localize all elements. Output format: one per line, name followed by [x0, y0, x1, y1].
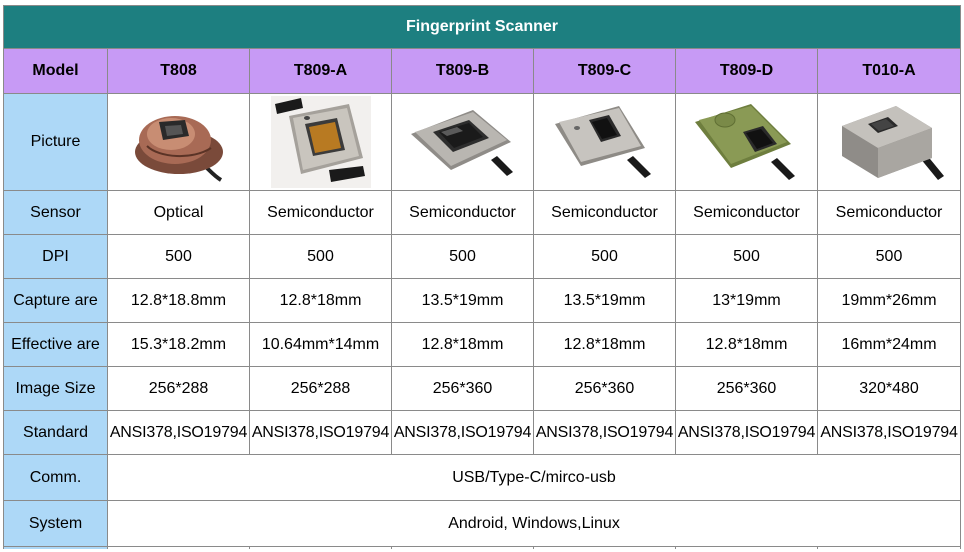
spec-row [4, 411, 961, 455]
partial-row [4, 547, 961, 550]
table-cell: 500 [676, 235, 818, 279]
table-cell: Semiconductor [250, 191, 392, 235]
table-cell: ANSI378,ISO19794 [392, 411, 534, 455]
table-cell: Semiconductor [676, 191, 818, 235]
table-title: Fingerprint Scanner [4, 6, 961, 49]
t808-scanner-image [108, 94, 250, 191]
table-cell [250, 547, 392, 550]
table-cell: Optical [108, 191, 250, 235]
table-cell: 256*288 [108, 367, 250, 411]
table-cell: 10.64mm*14mm [250, 323, 392, 367]
table-cell [4, 547, 108, 550]
row-label-system: System [4, 501, 108, 547]
table-cell: 500 [250, 235, 392, 279]
model-name-t808: T808 [108, 49, 250, 94]
table-cell: 12.8*18.8mm [108, 279, 250, 323]
model-name-t809b: T809-B [392, 49, 534, 94]
table-cell: 13.5*19mm [392, 279, 534, 323]
row-label-capture-area: Capture are [4, 279, 108, 323]
row-label-comm: Comm. [4, 455, 108, 501]
table-cell: 256*360 [676, 367, 818, 411]
table-cell [392, 547, 534, 550]
row-label-standard: Standard [4, 411, 108, 455]
table-cell: 500 [534, 235, 676, 279]
table-cell: ANSI378,ISO19794 [676, 411, 818, 455]
fingerprint-scanner-table [3, 5, 961, 549]
table-cell: Semiconductor [392, 191, 534, 235]
t809c-scanner-image [534, 94, 676, 191]
t809a-scanner-image [250, 94, 392, 191]
model-name-t809d: T809-D [676, 49, 818, 94]
table-cell: Semiconductor [534, 191, 676, 235]
table-cell: ANSI378,ISO19794 [818, 411, 961, 455]
table-cell: 13*19mm [676, 279, 818, 323]
table-cell: ANSI378,ISO19794 [250, 411, 392, 455]
model-header-row [4, 49, 961, 94]
t809d-scanner-image [676, 94, 818, 191]
spec-row [4, 323, 961, 367]
t809b-scanner-image [392, 94, 534, 191]
table-cell: 15.3*18.2mm [108, 323, 250, 367]
table-cell: 12.8*18mm [534, 323, 676, 367]
table-cell: Semiconductor [818, 191, 961, 235]
table-cell: 256*360 [392, 367, 534, 411]
model-name-t809c: T809-C [534, 49, 676, 94]
picture-row [4, 94, 961, 191]
row-label-dpi: DPI [4, 235, 108, 279]
table-cell: 12.8*18mm [676, 323, 818, 367]
table-cell: 16mm*24mm [818, 323, 961, 367]
t010a-scanner-image [818, 94, 961, 191]
model-header-label: Model [4, 49, 108, 94]
model-name-t010a: T010-A [818, 49, 961, 94]
table-cell: 12.8*18mm [250, 279, 392, 323]
table-cell [818, 547, 961, 550]
merged-row [4, 501, 961, 547]
table-cell: 500 [818, 235, 961, 279]
table-cell [108, 547, 250, 550]
row-label-image-size: Image Size [4, 367, 108, 411]
table-cell: 19mm*26mm [818, 279, 961, 323]
spec-row [4, 367, 961, 411]
table-cell: 500 [108, 235, 250, 279]
model-name-t809a: T809-A [250, 49, 392, 94]
table-cell: ANSI378,ISO19794 [108, 411, 250, 455]
spec-row [4, 279, 961, 323]
spec-row [4, 191, 961, 235]
table-cell: 500 [392, 235, 534, 279]
spec-row [4, 235, 961, 279]
table-cell: 256*360 [534, 367, 676, 411]
row-label-sensor: Sensor [4, 191, 108, 235]
table-cell: 256*288 [250, 367, 392, 411]
merged-row [4, 455, 961, 501]
table-cell [676, 547, 818, 550]
table-cell: USB/Type-C/mirco-usb [108, 455, 961, 501]
row-label-effective-area: Effective are [4, 323, 108, 367]
table-cell: 320*480 [818, 367, 961, 411]
table-cell: 12.8*18mm [392, 323, 534, 367]
table-cell: ANSI378,ISO19794 [534, 411, 676, 455]
table-cell: Android, Windows,Linux [108, 501, 961, 547]
table-cell: 13.5*19mm [534, 279, 676, 323]
table-cell [534, 547, 676, 550]
row-label-picture: Picture [4, 94, 108, 191]
